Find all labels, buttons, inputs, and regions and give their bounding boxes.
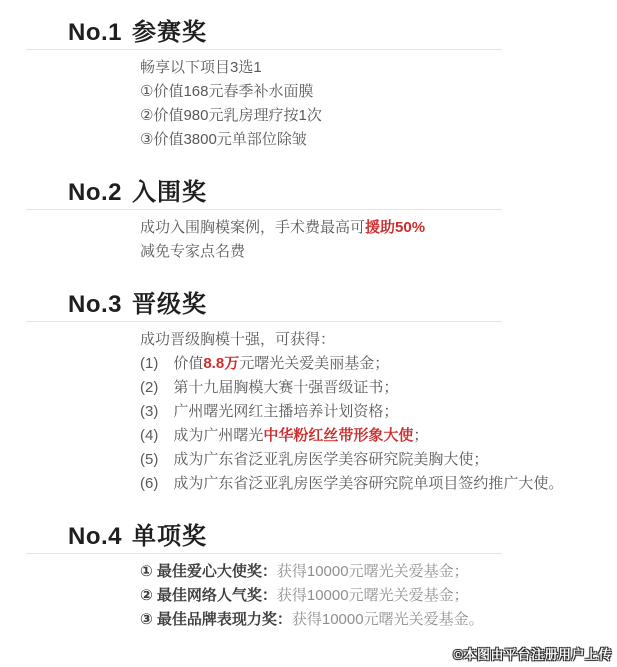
text-segment: 成功晋级胸模十强，可获得： [140, 331, 336, 348]
section-heading [26, 292, 502, 322]
text-segment: ②价值980元乳房理疗按1次 [140, 107, 322, 124]
prize-line [140, 104, 617, 128]
text-segment: (1) 价值 [140, 355, 204, 372]
text-segment: ③价值3800元单部位除皱 [140, 131, 307, 148]
text-segment: 减免专家点名费 [140, 243, 246, 260]
prize-line [140, 376, 617, 400]
sections-container [0, 20, 617, 632]
text-segment: (5) 成为广东省泛亚乳房医学美容研究院美胸大使； [140, 451, 489, 468]
section-body [140, 322, 617, 496]
text-segment: 获得10000元曙光关爱基金； [276, 563, 469, 580]
section-heading [26, 524, 502, 554]
section-heading [26, 180, 502, 210]
prize-line [140, 240, 617, 264]
text-segment: 获得10000元曙光关爱基金。 [291, 611, 484, 628]
prize-section-no2 [0, 180, 617, 264]
section-number: No.2 [68, 179, 123, 206]
text-segment: (3) 广州曙光网红主播培养计划资格； [140, 403, 399, 420]
prize-line [140, 400, 617, 424]
prize-line [140, 128, 617, 152]
prize-line [140, 352, 617, 376]
text-segment: 8.8万 [203, 355, 240, 372]
text-segment: 畅享以下项目3选1 [140, 59, 262, 76]
text-segment: 成功入围胸模案例，手术费最高可 [140, 219, 366, 236]
prize-line [140, 328, 617, 352]
section-title: 单项奖 [132, 523, 208, 550]
text-segment: ① 最佳爱心大使奖： [140, 563, 277, 580]
text-segment: 元曙光关爱美丽基金； [239, 355, 390, 372]
watermark: ©本图由平台注册用户上传 [453, 647, 612, 662]
prize-line [140, 216, 617, 240]
section-body [140, 554, 617, 632]
text-segment: 获得10000元曙光关爱基金； [276, 587, 469, 604]
section-title: 参赛奖 [132, 19, 208, 46]
text-segment: (2) 第十九届胸模大赛十强晋级证书； [140, 379, 399, 396]
prize-line [140, 56, 617, 80]
prize-line [140, 424, 617, 448]
text-segment: ③ 最佳品牌表现力奖： [140, 611, 292, 628]
prize-line [140, 584, 617, 608]
section-title: 晋级奖 [132, 291, 208, 318]
prize-line [140, 472, 617, 496]
text-segment: ①价值168元春季补水面膜 [140, 83, 314, 100]
text-segment: (4) 成为广州曙光 [140, 427, 264, 444]
prize-line [140, 560, 617, 584]
prize-section-no3 [0, 292, 617, 496]
text-segment: ② 最佳网络人气奖： [140, 587, 277, 604]
section-number: No.1 [68, 19, 123, 46]
section-heading [26, 20, 502, 50]
text-segment: (6) 成为广东省泛亚乳房医学美容研究院单项目签约推广大使。 [140, 475, 564, 492]
text-segment: 中华粉红丝带形象大使 [263, 427, 414, 444]
prize-line [140, 608, 617, 632]
text-segment: ； [413, 427, 429, 444]
prize-section-no1 [0, 20, 617, 152]
section-body [140, 50, 617, 152]
section-body [140, 210, 617, 264]
text-segment: 援助50% [365, 219, 426, 236]
prize-line [140, 448, 617, 472]
section-title: 入围奖 [132, 179, 208, 206]
prize-line [140, 80, 617, 104]
section-number: No.3 [68, 291, 123, 318]
section-number: No.4 [68, 523, 123, 550]
prize-section-no4 [0, 524, 617, 632]
